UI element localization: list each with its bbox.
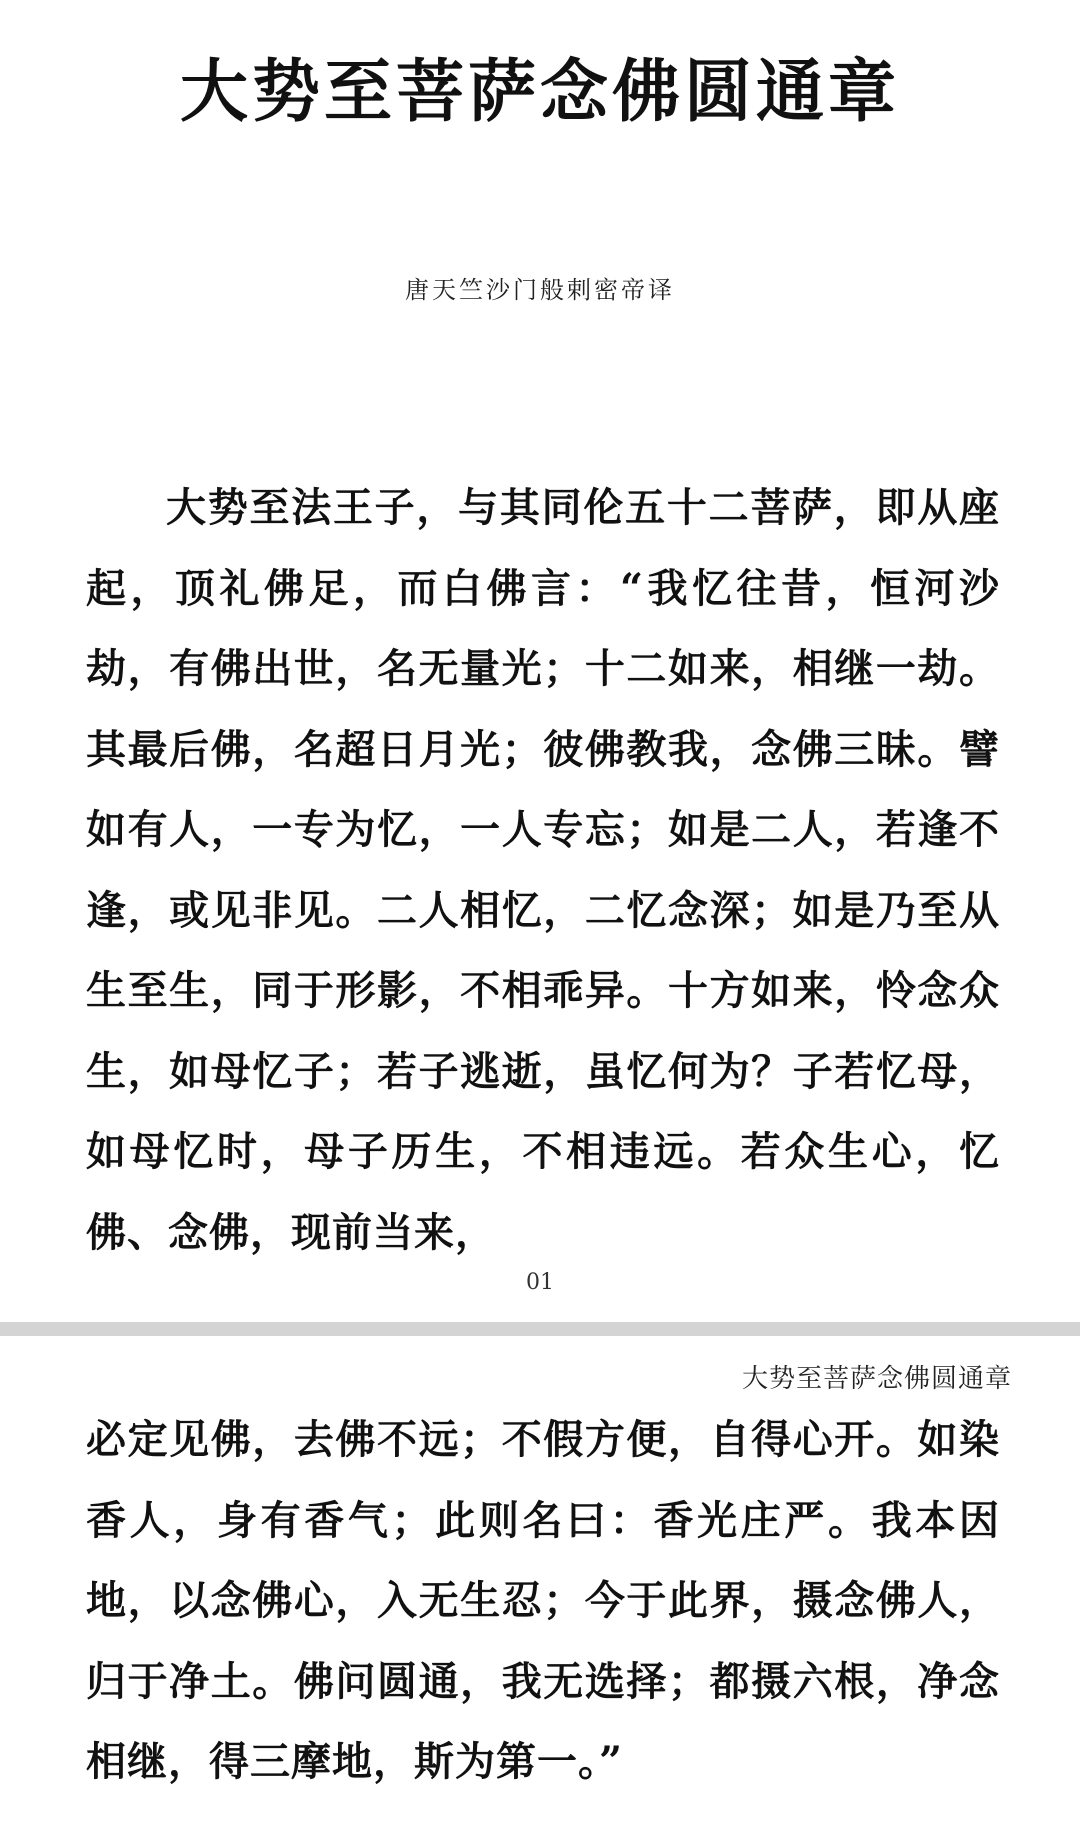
- body-paragraph-page-two: 必定见佛，去佛不远；不假方便，自得心开。如染香人，身有香气；此则名曰：香光庄严。我本因地，以念佛心，入无生忍；今于此界，摄念佛人，归于净土。佛问圆通，我无选择；都摄六根，净念相继，得三摩地，斯为第一。”: [86, 1416, 1000, 1785]
- body-paragraph-page-one: 大势至法王子，与其同伦五十二菩萨，即从座起，顶礼佛足，而白佛言：“我忆往昔，恒河沙劫，有佛出世，名无量光；十二如来，相继一劫。其最后佛，名超日月光；彼佛教我，念佛三昧。譬如有人，一专为忆，一人专忘；如是二人，若逢不逢，或见非见。二人相忆，二忆念深；如是乃至从生至生，同于形影，不相乖异。十方如来，怜念众生，如母忆子；若子逃逝，虽忆何为？子若忆母，如母忆时，母子历生，不相违远。若众生心，忆佛、念佛，现前当来，: [86, 484, 1000, 1256]
- page-two: [0, 1336, 1080, 1829]
- running-header: 大势至菩萨念佛圆通章: [741, 1364, 1012, 1394]
- page-title: 大势至菩萨念佛圆通章: [179, 52, 900, 132]
- page-separator: [0, 1322, 1080, 1336]
- translator-line: 唐天竺沙门般剌密帝译: [405, 276, 675, 304]
- page-number: 01: [526, 1270, 554, 1295]
